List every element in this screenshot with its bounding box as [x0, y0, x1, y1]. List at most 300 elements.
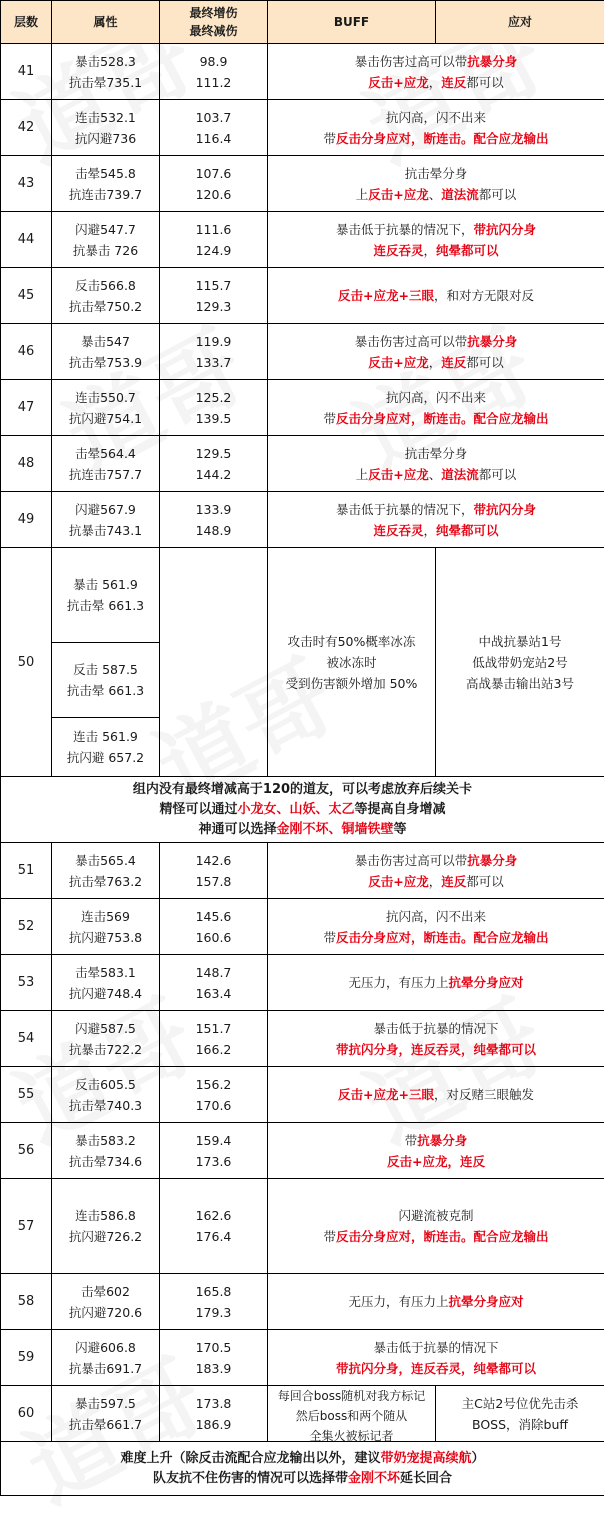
level-cell: 51 — [1, 843, 52, 899]
notice-line — [1, 780, 604, 800]
response-line: 高战暴击输出站3号 — [436, 673, 604, 694]
strategy-line — [268, 331, 604, 352]
highlight-text: 反击分身应对，断连击。配合应龙输出 — [336, 930, 549, 945]
level-cell: 53 — [1, 955, 52, 1011]
plain-text: 上 — [356, 187, 369, 202]
final-inc: 119.9 — [160, 331, 267, 352]
notice-row — [1, 1442, 604, 1496]
final-dec: 176.4 — [160, 1226, 267, 1247]
plain-text: 、 — [429, 187, 442, 202]
strategy-line — [268, 1337, 604, 1358]
attr-resist: 抗暴击722.2 — [52, 1039, 159, 1060]
buff-response-cell — [268, 380, 604, 436]
final-dec: 111.2 — [160, 72, 267, 93]
level-row — [1, 1330, 604, 1386]
attr-cell — [52, 548, 160, 643]
response-line: 中战抗暴站1号 — [436, 631, 604, 652]
strategy-line — [268, 464, 604, 485]
final-dec: 157.8 — [160, 871, 267, 892]
buff-cell — [268, 548, 436, 777]
final-inc: 103.7 — [160, 107, 267, 128]
level-row — [1, 44, 604, 100]
inc-dec-cell — [160, 436, 268, 492]
buff-line: 攻击时有50%概率冰冻 — [268, 631, 435, 652]
plain-text: 暴击低于抗暴的情况下 — [373, 1340, 498, 1355]
attr-primary: 反击605.5 — [52, 1074, 159, 1095]
strategy-line — [268, 871, 604, 892]
strategy-line — [268, 128, 604, 149]
level-row — [1, 955, 604, 1011]
attr-cell — [52, 212, 160, 268]
plain-text: ， — [429, 355, 442, 370]
response-line: 主C站2号位优先击杀 — [436, 1393, 604, 1414]
highlight-text: 抗晕分身应对 — [449, 975, 524, 990]
inc-dec-cell — [160, 1011, 268, 1067]
plain-text: 闪避流被克制 — [398, 1208, 473, 1223]
attr-resist: 抗连击739.7 — [52, 184, 159, 205]
strategy-line — [268, 850, 604, 871]
highlight-text: 反击+应龙，连反 — [387, 1154, 485, 1169]
highlight-text: 反击分身应对，断连击。配合应龙输出 — [336, 411, 549, 426]
plain-text: 抗击晕分身 — [405, 166, 468, 181]
final-dec: 116.4 — [160, 128, 267, 149]
final-inc: 142.6 — [160, 850, 267, 871]
final-inc: 133.9 — [160, 499, 267, 520]
attr-primary: 击晕583.1 — [52, 962, 159, 983]
strategy-line — [268, 972, 604, 993]
attr-primary: 连击569 — [52, 906, 159, 927]
plain-text: 暴击低于抗暴的情况下， — [336, 222, 474, 237]
attr-primary: 暴击583.2 — [52, 1130, 159, 1151]
final-dec: 139.5 — [160, 408, 267, 429]
strategy-line — [268, 1039, 604, 1060]
final-dec: 160.6 — [160, 927, 267, 948]
level-cell: 59 — [1, 1330, 52, 1386]
plain-text: 等提高自身增减 — [355, 802, 446, 817]
highlight-text: 带抗闪分身，连反吞灵，纯晕都可以 — [336, 1042, 536, 1057]
final-inc: 173.8 — [160, 1393, 267, 1414]
notice-cell — [1, 1442, 604, 1496]
buff-response-cell — [268, 324, 604, 380]
strategy-line — [268, 163, 604, 184]
header-response: 应对 — [436, 1, 604, 44]
attr-cell — [52, 718, 160, 777]
level-cell: 47 — [1, 380, 52, 436]
highlight-text: 连反吞灵 — [373, 523, 423, 538]
level-cell: 55 — [1, 1067, 52, 1123]
final-dec: 144.2 — [160, 464, 267, 485]
final-inc: 125.2 — [160, 387, 267, 408]
highlight-text: 连反 — [441, 874, 466, 889]
strategy-line — [268, 107, 604, 128]
buff-line: 被冰冻时 — [268, 652, 435, 673]
highlight-text: 反击+应龙 — [368, 355, 428, 370]
header-buff: BUFF — [268, 1, 436, 44]
attr-primary: 暴击 561.9 — [52, 574, 159, 595]
plain-text: 都可以 — [466, 355, 504, 370]
strategy-line — [268, 51, 604, 72]
inc-dec-cell — [160, 1330, 268, 1386]
attr-resist: 抗暴击743.1 — [52, 520, 159, 541]
plain-text: ， — [423, 523, 436, 538]
strategy-line — [268, 352, 604, 373]
highlight-text: 反击+应龙 — [368, 467, 428, 482]
plain-text: 带 — [323, 131, 336, 146]
plain-text: 、 — [429, 467, 442, 482]
buff-line: 受到伤害额外增加 50% — [268, 673, 435, 694]
attr-cell — [52, 380, 160, 436]
final-dec: 179.3 — [160, 1302, 267, 1323]
strategy-line — [268, 499, 604, 520]
attr-cell — [52, 899, 160, 955]
attr-resist: 抗闪避736 — [52, 128, 159, 149]
inc-dec-cell — [160, 492, 268, 548]
highlight-text: 连反 — [441, 75, 466, 90]
attr-cell — [52, 1179, 160, 1274]
plain-text: 难度上升（除反击流配合应龙输出以外，建议 — [120, 1451, 380, 1466]
buff-response-cell — [268, 899, 604, 955]
plain-text: 暴击伤害过高可以带 — [355, 334, 468, 349]
plain-text: ） — [472, 1451, 485, 1466]
highlight-text: 连反吞灵 — [373, 243, 423, 258]
plain-text: 队友抗不住伤害的情况可以选择带 — [153, 1471, 348, 1486]
attr-primary: 连击532.1 — [52, 107, 159, 128]
highlight-text: 反击分身应对，断连击。配合应龙输出 — [336, 1229, 549, 1244]
level-cell: 50 — [1, 548, 52, 777]
buff-response-cell — [268, 100, 604, 156]
inc-dec-cell — [160, 1274, 268, 1330]
highlight-text: 连反 — [441, 355, 466, 370]
inc-dec-cell — [160, 548, 268, 777]
level-cell: 60 — [1, 1386, 52, 1442]
level-cell: 57 — [1, 1179, 52, 1274]
highlight-text: 金刚不坏、铜墙铁壁 — [276, 822, 393, 837]
plain-text: 暴击低于抗暴的情况下 — [373, 1021, 498, 1036]
final-dec: 173.6 — [160, 1151, 267, 1172]
plain-text: 等 — [394, 822, 407, 837]
attr-primary: 暴击597.5 — [52, 1393, 159, 1414]
level-row — [1, 1274, 604, 1330]
plain-text: 上 — [356, 467, 369, 482]
highlight-text: 带抗闪分身，连反吞灵，纯晕都可以 — [336, 1361, 536, 1376]
inc-dec-cell — [160, 955, 268, 1011]
level-row — [1, 212, 604, 268]
strategy-line — [268, 1130, 604, 1151]
buff-response-cell — [268, 212, 604, 268]
buff-cell — [268, 1386, 436, 1442]
attr-primary: 击晕564.4 — [52, 443, 159, 464]
buff-line: 全集火被标记者 — [268, 1426, 435, 1441]
plain-text: 带 — [323, 930, 336, 945]
attr-cell — [52, 955, 160, 1011]
inc-dec-cell — [160, 212, 268, 268]
attr-primary: 击晕545.8 — [52, 163, 159, 184]
strategy-line — [268, 927, 604, 948]
plain-text: 都可以 — [479, 187, 517, 202]
highlight-text: 带奶宠提高续航 — [380, 1451, 471, 1466]
final-dec: 120.6 — [160, 184, 267, 205]
plain-text: 抗击晕分身 — [405, 446, 468, 461]
attr-cell — [52, 1067, 160, 1123]
buff-response-cell — [268, 1067, 604, 1123]
buff-response-cell — [268, 843, 604, 899]
final-inc: 148.7 — [160, 962, 267, 983]
level-cell: 52 — [1, 899, 52, 955]
final-inc: 111.6 — [160, 219, 267, 240]
attr-primary: 反击566.8 — [52, 275, 159, 296]
attr-cell — [52, 642, 160, 718]
plain-text: 抗闪高，闪不出来 — [386, 110, 486, 125]
strategy-line — [268, 1151, 604, 1172]
level-row — [1, 100, 604, 156]
highlight-text: 道法流 — [441, 187, 479, 202]
attr-resist: 抗闪避754.1 — [52, 408, 159, 429]
final-dec: 166.2 — [160, 1039, 267, 1060]
level-row — [1, 324, 604, 380]
notice-line — [1, 820, 604, 840]
header-inc: 最终增伤 — [160, 4, 267, 22]
plain-text: ， — [429, 874, 442, 889]
attr-primary: 击晕602 — [52, 1281, 159, 1302]
highlight-text: 抗暴分身 — [467, 334, 517, 349]
highlight-text: 小龙女、山妖、太乙 — [237, 802, 354, 817]
attr-primary: 闪避547.7 — [52, 219, 159, 240]
attr-resist: 抗击晕753.9 — [52, 352, 159, 373]
response-cell — [436, 548, 604, 777]
level-row — [1, 1011, 604, 1067]
plain-text: ，对反赌三眼触发 — [434, 1087, 534, 1102]
plain-text: 带 — [323, 411, 336, 426]
attr-resist: 抗暴击691.7 — [52, 1358, 159, 1379]
level-cell: 49 — [1, 492, 52, 548]
attr-primary: 闪避567.9 — [52, 499, 159, 520]
strategy-line — [268, 285, 604, 306]
level-cell: 56 — [1, 1123, 52, 1179]
level-60-row — [1, 1386, 604, 1442]
buff-response-cell — [268, 1179, 604, 1274]
level-cell: 44 — [1, 212, 52, 268]
header-row — [1, 1, 604, 44]
attr-resist: 抗闪避 657.2 — [52, 747, 159, 768]
level-row — [1, 1067, 604, 1123]
level-row — [1, 268, 604, 324]
plain-text: 无压力，有压力上 — [348, 975, 448, 990]
response-cell — [436, 1386, 604, 1442]
level-row — [1, 436, 604, 492]
attr-primary: 连击 561.9 — [52, 726, 159, 747]
buff-line: 每回合boss随机对我方标记 — [268, 1386, 435, 1406]
highlight-text: 抗暴分身 — [417, 1133, 467, 1148]
attr-resist: 抗击晕763.2 — [52, 871, 159, 892]
strategy-line — [268, 219, 604, 240]
plain-text: 无压力，有压力上 — [348, 1294, 448, 1309]
inc-dec-cell — [160, 1386, 268, 1442]
buff-response-cell — [268, 1123, 604, 1179]
highlight-text: 反击+应龙+三眼 — [338, 1087, 434, 1102]
highlight-text: 反击+应龙+三眼 — [338, 288, 434, 303]
level-50-row — [1, 548, 604, 643]
strategy-line — [268, 240, 604, 261]
level-cell: 42 — [1, 100, 52, 156]
attr-cell — [52, 44, 160, 100]
inc-dec-cell — [160, 380, 268, 436]
highlight-text: 带抗闪分身 — [474, 222, 537, 237]
highlight-text: 带抗闪分身 — [474, 502, 537, 517]
plain-text: 暴击伤害过高可以带 — [355, 853, 468, 868]
response-line: 低战带奶宠站2号 — [436, 652, 604, 673]
attr-resist: 抗闪避726.2 — [52, 1226, 159, 1247]
final-inc: 156.2 — [160, 1074, 267, 1095]
strategy-line — [268, 1205, 604, 1226]
attr-cell — [52, 1386, 160, 1442]
strategy-line — [268, 72, 604, 93]
strategy-line — [268, 1358, 604, 1379]
highlight-text: 反击分身应对，断连击。配合应龙输出 — [336, 131, 549, 146]
notice-line — [1, 1469, 604, 1489]
buff-response-cell — [268, 44, 604, 100]
attr-resist: 抗击晕750.2 — [52, 296, 159, 317]
plain-text: 暴击低于抗暴的情况下， — [336, 502, 474, 517]
level-cell: 58 — [1, 1274, 52, 1330]
buff-response-cell — [268, 492, 604, 548]
final-inc: 151.7 — [160, 1018, 267, 1039]
level-row — [1, 1179, 604, 1274]
final-inc: 165.8 — [160, 1281, 267, 1302]
highlight-text: 反击+应龙 — [368, 75, 428, 90]
strategy-line — [268, 1018, 604, 1039]
buff-response-cell — [268, 1274, 604, 1330]
attr-primary: 连击586.8 — [52, 1205, 159, 1226]
final-dec: 186.9 — [160, 1414, 267, 1435]
attr-resist: 抗击晕661.7 — [52, 1414, 159, 1435]
attr-cell — [52, 1123, 160, 1179]
strategy-line — [268, 1291, 604, 1312]
level-cell: 46 — [1, 324, 52, 380]
attr-primary: 连击550.7 — [52, 387, 159, 408]
attr-resist: 抗闪避720.6 — [52, 1302, 159, 1323]
header-attr: 属性 — [52, 1, 160, 44]
attr-cell — [52, 268, 160, 324]
attr-cell — [52, 1011, 160, 1067]
plain-text: 带 — [323, 1229, 336, 1244]
attr-cell — [52, 1330, 160, 1386]
highlight-text: 反击+应龙 — [368, 187, 428, 202]
final-inc: 145.6 — [160, 906, 267, 927]
attr-cell — [52, 156, 160, 212]
final-dec: 183.9 — [160, 1358, 267, 1379]
level-cell: 45 — [1, 268, 52, 324]
attr-primary: 闪避587.5 — [52, 1018, 159, 1039]
attr-primary: 闪避606.8 — [52, 1337, 159, 1358]
plain-text: ，和对方无限对反 — [434, 288, 534, 303]
header-level: 层数 — [1, 1, 52, 44]
attr-resist: 抗击晕 661.3 — [52, 680, 159, 701]
final-dec: 163.4 — [160, 983, 267, 1004]
plain-text: 抗闪高，闪不出来 — [386, 909, 486, 924]
level-row — [1, 1123, 604, 1179]
attr-resist: 抗连击757.7 — [52, 464, 159, 485]
attr-cell — [52, 492, 160, 548]
plain-text: 都可以 — [466, 75, 504, 90]
strategy-line — [268, 387, 604, 408]
notice-row — [1, 777, 604, 843]
inc-dec-cell — [160, 44, 268, 100]
highlight-text: 纯晕都可以 — [436, 523, 499, 538]
strategy-line — [268, 1226, 604, 1247]
attr-resist: 抗闪避753.8 — [52, 927, 159, 948]
highlight-text: 反击+应龙 — [368, 874, 428, 889]
strategy-line — [268, 408, 604, 429]
plain-text: 暴击伤害过高可以带 — [355, 54, 468, 69]
level-row — [1, 380, 604, 436]
plain-text: ， — [429, 75, 442, 90]
final-dec: 129.3 — [160, 296, 267, 317]
strategy-line — [268, 520, 604, 541]
inc-dec-cell — [160, 324, 268, 380]
final-dec: 148.9 — [160, 520, 267, 541]
level-row — [1, 492, 604, 548]
buff-response-cell — [268, 1011, 604, 1067]
inc-dec-cell — [160, 1123, 268, 1179]
strategy-line — [268, 1084, 604, 1105]
buff-response-cell — [268, 156, 604, 212]
inc-dec-cell — [160, 899, 268, 955]
inc-dec-cell — [160, 1067, 268, 1123]
level-row — [1, 899, 604, 955]
highlight-text: 道法流 — [441, 467, 479, 482]
attr-primary: 暴击547 — [52, 331, 159, 352]
buff-response-cell — [268, 268, 604, 324]
plain-text: 都可以 — [466, 874, 504, 889]
final-dec: 170.6 — [160, 1095, 267, 1116]
attr-resist: 抗击晕735.1 — [52, 72, 159, 93]
attr-resist: 抗击晕 661.3 — [52, 595, 159, 616]
plain-text: 精怪可以通过 — [159, 802, 237, 817]
attr-resist: 抗闪避748.4 — [52, 983, 159, 1004]
highlight-text: 金刚不坏 — [348, 1471, 400, 1486]
inc-dec-cell — [160, 1179, 268, 1274]
plain-text: ， — [423, 243, 436, 258]
header-inc-dec — [160, 1, 268, 44]
header-dec: 最终减伤 — [160, 22, 267, 40]
attr-primary: 暴击528.3 — [52, 51, 159, 72]
level-cell: 54 — [1, 1011, 52, 1067]
plain-text: 都可以 — [479, 467, 517, 482]
strategy-line — [268, 906, 604, 927]
buff-response-cell — [268, 955, 604, 1011]
inc-dec-cell — [160, 843, 268, 899]
attr-primary: 暴击565.4 — [52, 850, 159, 871]
buff-line: 然后boss和两个随从 — [268, 1406, 435, 1426]
buff-response-cell — [268, 436, 604, 492]
plain-text: 神通可以选择 — [198, 822, 276, 837]
attr-cell — [52, 436, 160, 492]
attr-resist: 抗击晕734.6 — [52, 1151, 159, 1172]
highlight-text: 抗暴分身 — [467, 853, 517, 868]
attr-primary: 反击 587.5 — [52, 659, 159, 680]
level-cell: 48 — [1, 436, 52, 492]
plain-text: 抗闪高，闪不出来 — [386, 390, 486, 405]
plain-text: 延长回合 — [400, 1471, 452, 1486]
attr-cell — [52, 1274, 160, 1330]
plain-text: 带 — [405, 1133, 418, 1148]
inc-dec-cell — [160, 100, 268, 156]
final-inc: 107.6 — [160, 163, 267, 184]
attr-resist: 抗暴击 726 — [52, 240, 159, 261]
inc-dec-cell — [160, 268, 268, 324]
highlight-text: 抗暴分身 — [467, 54, 517, 69]
notice-cell — [1, 777, 604, 843]
